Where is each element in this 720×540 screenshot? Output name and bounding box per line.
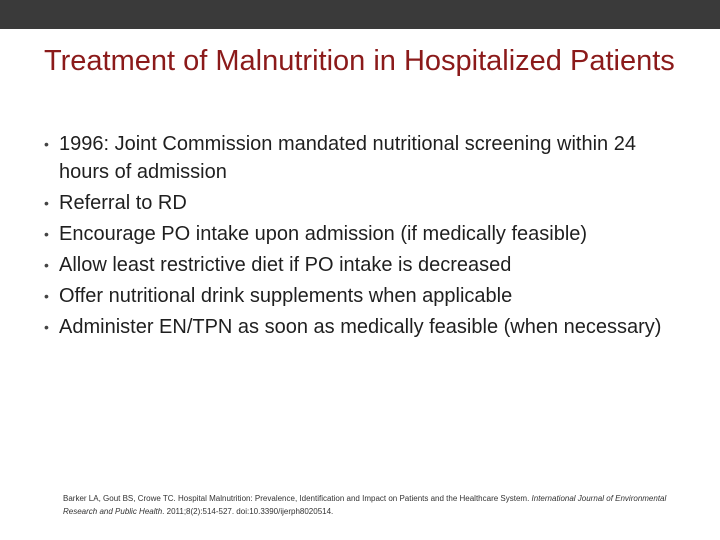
citation-authors-title: Barker LA, Gout BS, Crowe TC. Hospital Malnutrition: Prevalence, Identification and Impact on Patients and the Healthcare System. (63, 494, 532, 503)
bullet-item (44, 282, 684, 310)
bullet-icon: • (44, 226, 49, 242)
bullet-list (44, 130, 684, 344)
bullet-text: Offer nutritional drink supplements when applicable (59, 285, 513, 307)
citation (63, 492, 688, 518)
citation-journal: International Journal of Environmental Research and Public Health (63, 494, 667, 516)
bullet-icon: • (44, 195, 49, 211)
bullet-text: Administer EN/TPN as soon as medically feasible (when necessary) (59, 316, 662, 338)
bullet-item (44, 130, 684, 186)
bullet-text: Referral to RD (59, 192, 187, 214)
bullet-text: 1996: Joint Commission mandated nutritional screening within 24 hours of admission (59, 133, 636, 183)
bullet-icon: • (44, 257, 49, 273)
bullet-item (44, 313, 684, 341)
bullet-item (44, 220, 684, 248)
bullet-icon: • (44, 136, 49, 152)
bullet-item (44, 189, 684, 217)
bullet-item (44, 251, 684, 279)
bullet-icon: • (44, 288, 49, 304)
citation-details: . 2011;8(2):514-527. doi:10.3390/ijerph8020514. (162, 507, 334, 516)
bullet-text: Encourage PO intake upon admission (if medically feasible) (59, 223, 588, 245)
slide-title: Treatment of Malnutrition in Hospitalized Patients (44, 45, 675, 77)
top-bar (0, 0, 720, 29)
bullet-text: Allow least restrictive diet if PO intake is decreased (59, 254, 512, 276)
bullet-icon: • (44, 319, 49, 335)
